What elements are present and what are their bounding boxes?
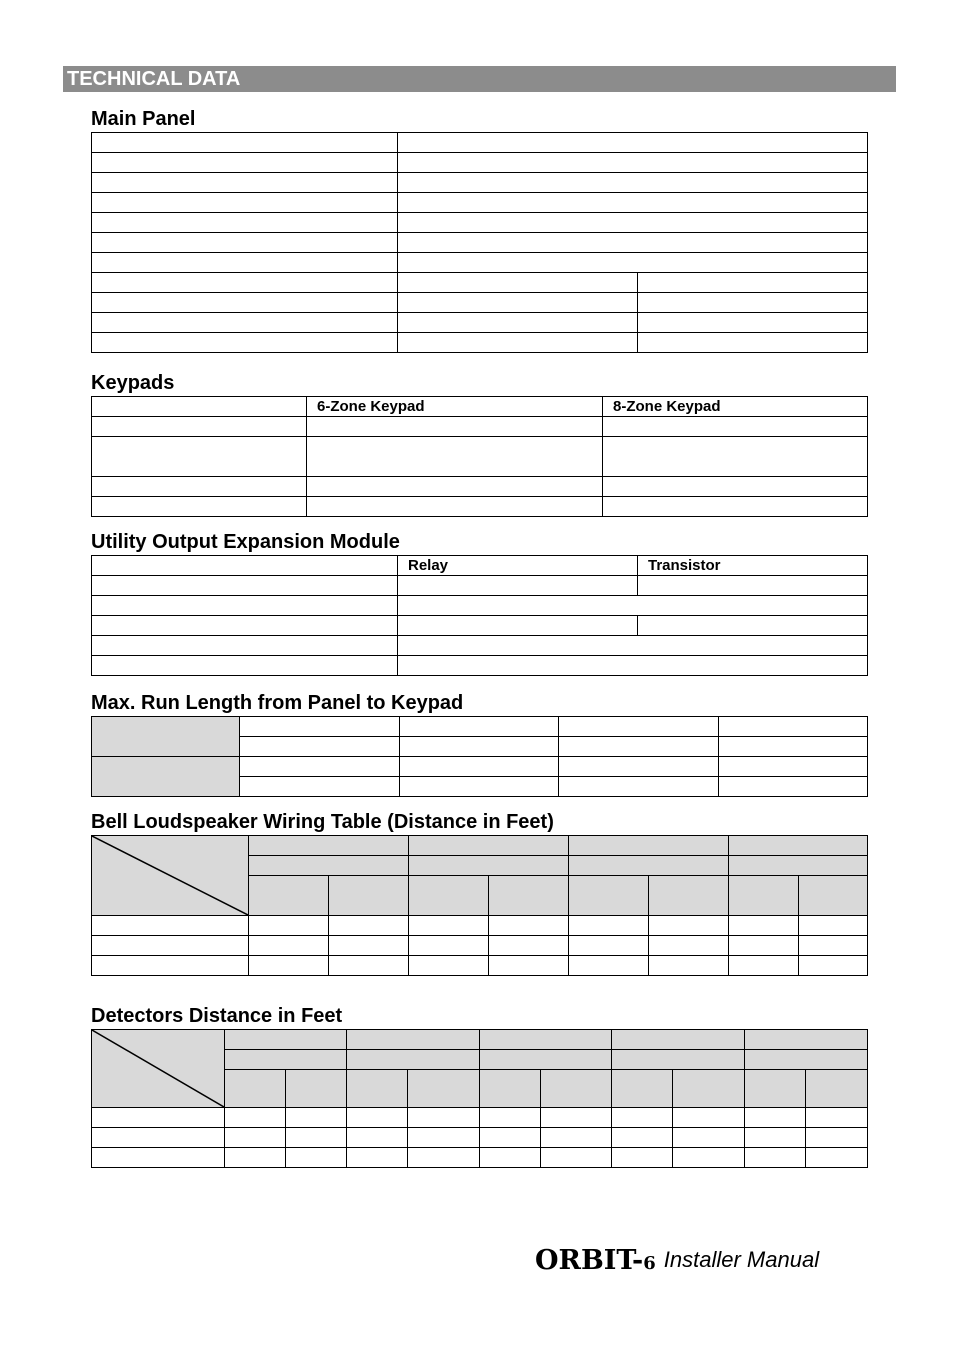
table-row [92, 133, 868, 153]
table-row [92, 1148, 868, 1168]
table-row [92, 477, 868, 497]
diagonal-header-cell [92, 836, 249, 916]
table-row [92, 956, 868, 976]
table-row [92, 916, 868, 936]
table-row [92, 1108, 868, 1128]
table-row [92, 253, 868, 273]
table-row [92, 1030, 868, 1050]
keypad-8zone-header: 8-Zone Keypad [603, 397, 868, 417]
keypad-6zone-header: 6-Zone Keypad [307, 397, 603, 417]
utility-title: Utility Output Expansion Module [91, 531, 400, 553]
table-row [92, 836, 868, 856]
table-row [92, 333, 868, 353]
keypads-title: Keypads [91, 372, 175, 394]
table-row [92, 656, 868, 676]
table-row [92, 757, 868, 777]
run-length-title: Max. Run Length from Panel to Keypad [91, 692, 464, 714]
table-row [92, 153, 868, 173]
manual-title: Installer Manual [663, 1247, 820, 1272]
orbit-logo: ORBIT-6 [535, 1244, 656, 1276]
diagonal-header-cell [92, 1030, 225, 1108]
table-row [92, 717, 868, 737]
table-row [92, 293, 868, 313]
main-panel-title: Main Panel [91, 108, 196, 130]
table-row [92, 173, 868, 193]
run-length-table [91, 716, 868, 797]
table-row [92, 233, 868, 253]
table-row [92, 1128, 868, 1148]
bell-title: Bell Loudspeaker Wiring Table (Distance in Feet) [91, 811, 554, 833]
table-row [92, 213, 868, 233]
table-row [92, 273, 868, 293]
table-row [92, 437, 868, 477]
detectors-table [91, 1029, 868, 1168]
table-row [92, 497, 868, 517]
table-row [92, 397, 868, 417]
table-row [92, 417, 868, 437]
table-row [92, 556, 868, 576]
transistor-header: Transistor [638, 556, 868, 576]
table-row [92, 313, 868, 333]
utility-table [91, 555, 868, 676]
keypads-table [91, 396, 868, 517]
section-header: TECHNICAL DATA [63, 66, 896, 92]
bell-table [91, 835, 868, 976]
main-panel-table [91, 132, 868, 353]
relay-header: Relay [398, 556, 638, 576]
table-row [92, 596, 868, 616]
table-row [92, 636, 868, 656]
detectors-title: Detectors Distance in Feet [91, 1005, 343, 1027]
table-row [92, 616, 868, 636]
page-footer [535, 1240, 819, 1280]
table-row [92, 576, 868, 596]
table-row [92, 193, 868, 213]
table-row [92, 936, 868, 956]
